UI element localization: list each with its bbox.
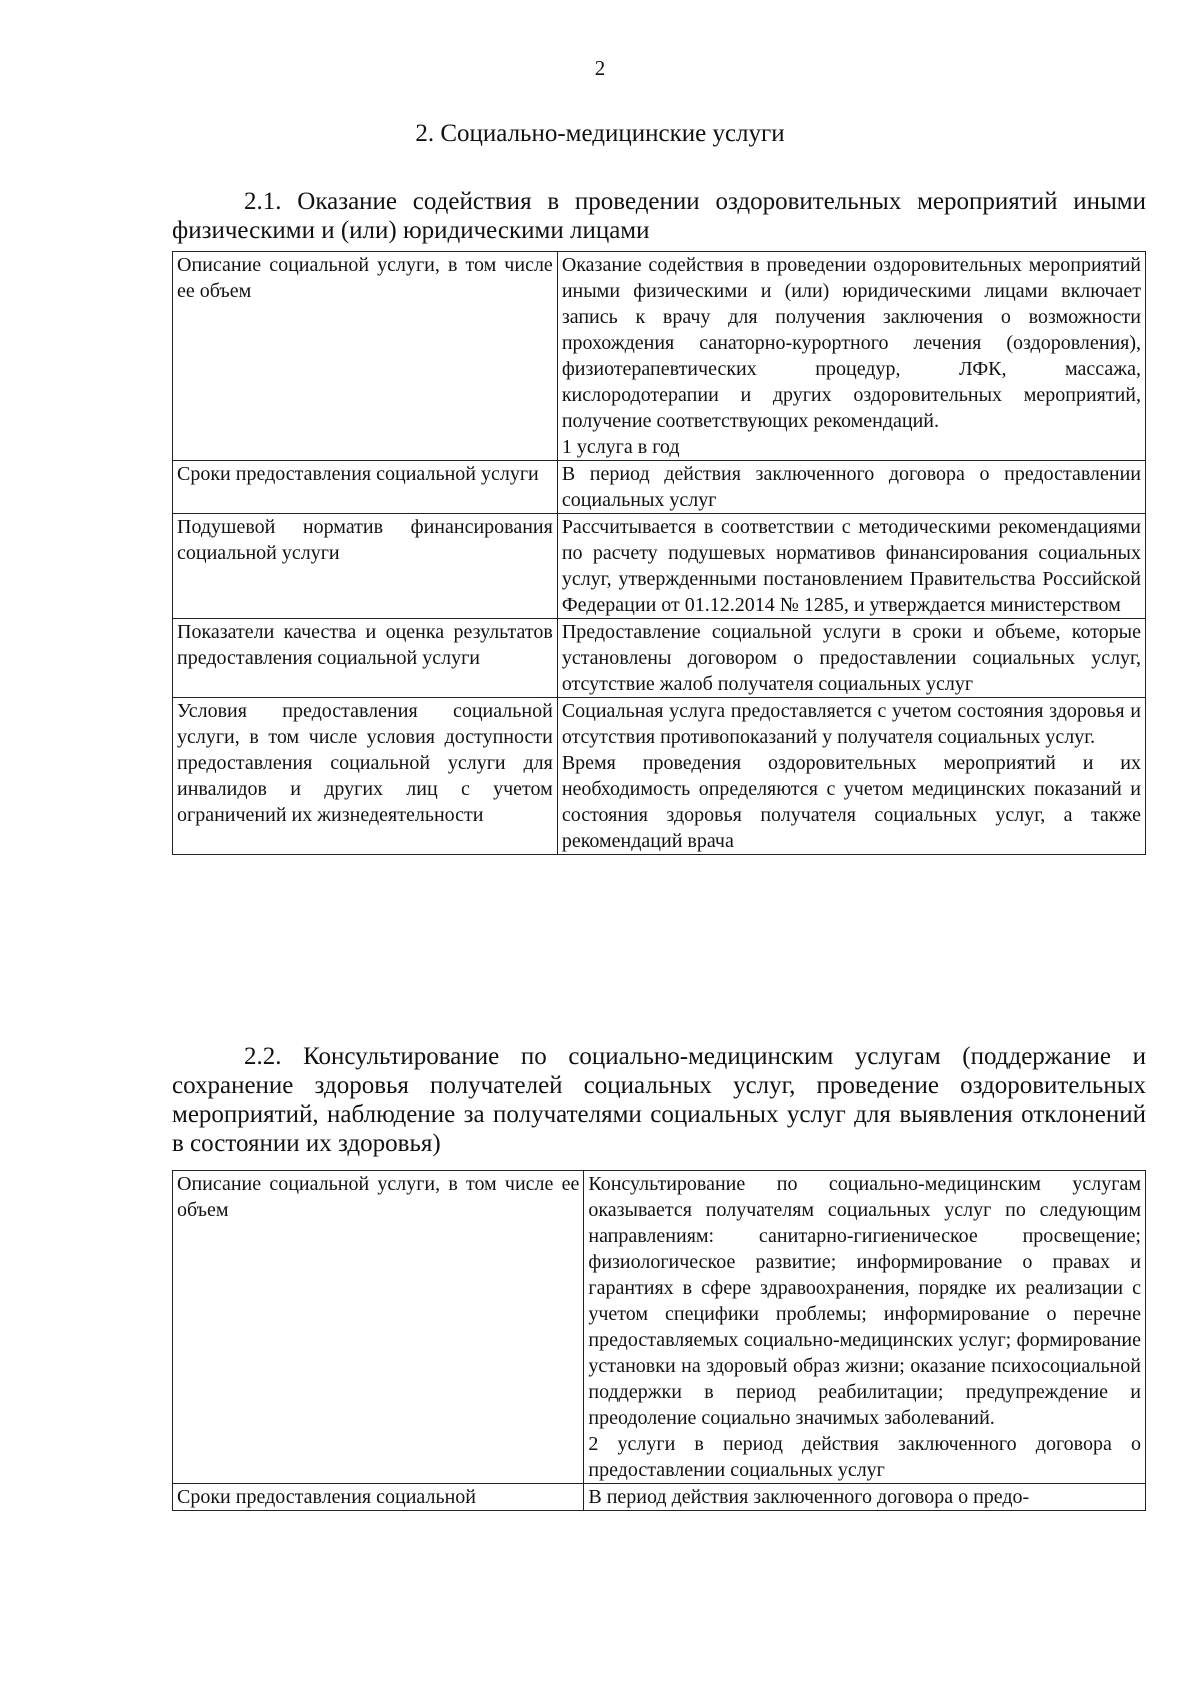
row-label: Сроки предоставления социальной: [173, 1484, 584, 1511]
table-row: [173, 461, 1146, 514]
table-row: [173, 1484, 1146, 1511]
row-value: Предоставление социальной услуги в сроки и объеме, которые установлены договором о предоставлении социальных услуг, отсутствие жалоб получателя социальных услуг: [557, 619, 1145, 698]
table-row: [173, 698, 1146, 855]
row-label: Условия предоставления социальной услуги, в том числе условия доступности предоставления социальной услуги для инвалидов и других лиц с учетом ограничений их жизнедеятельности: [173, 698, 558, 855]
row-value: Социальная услуга предоставляется с учетом состояния здоровья и отсутствия противопоказаний у получателя социальных услуг. Время проведения оздоровительных мероприятий и их необходимость определяются с учетом медицинских показаний и состояния здоровья получателя социальных услуг, а также рекомендаций врача: [557, 698, 1145, 855]
row-label: Подушевой норматив финансирования социальной услуги: [173, 514, 558, 619]
row-label: Описание социальной услуги, в том числе ее объем: [173, 252, 558, 461]
row-value: Оказание содействия в проведении оздоровительных мероприятий иными физическими и (или) юридическими лицами включает запись к врачу для получения заключения о возможности прохождения санаторно-курортного лечения (оздоровления), физиотерапевтических процедур, ЛФК, массажа, кислородотерапии и других оздоровительных мероприятий, получение соответствующих рекомендаций. 1 услуга в год: [557, 252, 1145, 461]
row-label: Сроки предоставления социальной услуги: [173, 461, 558, 514]
section-title: 2. Социально-медицинские услуги: [415, 120, 785, 147]
subsection-2-2-heading: 2.2. Консультирование по социально-медицинским услугам (поддержание и сохранение здоровья получателей социальных услуг, проведение оздоровительных мероприятий, наблюдение за получателями социальных услуг для выявления отклонений в состоянии их здоровья): [172, 1043, 1146, 1157]
table-row: [173, 514, 1146, 619]
table-row: [173, 252, 1146, 461]
row-value: В период действия заключенного договора о предо-: [584, 1484, 1146, 1511]
row-label: Показатели качества и оценка результатов предоставления социальной услуги: [173, 619, 558, 698]
subsection-2-1-heading: 2.1. Оказание содействия в проведении оздоровительных мероприятий иными физическими и (или) юридическими лицами: [172, 188, 1146, 244]
row-value: Рассчитывается в соответствии с методическими рекомендациями по расчету подушевых нормативов финансирования социальных услуг, утвержденными постановлением Правительства Российской Федерации от 01.12.2014 № 1285, и утверждается министерством: [557, 514, 1145, 619]
service-table-2-2: [172, 1170, 1146, 1511]
page-number: 2: [594, 56, 606, 80]
row-label: Описание социальной услуги, в том числе ее объем: [173, 1171, 584, 1484]
row-value: В период действия заключенного договора о предоставлении социальных услуг: [557, 461, 1145, 514]
table-row: [173, 1171, 1146, 1484]
table-row: [173, 619, 1146, 698]
row-value: Консультирование по социально-медицинским услугам оказывается получателям социальных услуг по следующим направлениям: санитарно-гигиеническое просвещение; физиологическое развитие; информирование о правах и гарантиях в сфере здравоохранения, порядке их реализации с учетом специфики проблемы; информирование о перечне предоставляемых социально-медицинских услуг; формирование установки на здоровый образ жизни; оказание психосоциальной поддержки в период реабилитации; предупреждение и преодоление социально значимых заболеваний. 2 услуги в период действия заключенного договора о предоставлении социальных услуг: [584, 1171, 1146, 1484]
service-table-2-1: [172, 251, 1146, 855]
